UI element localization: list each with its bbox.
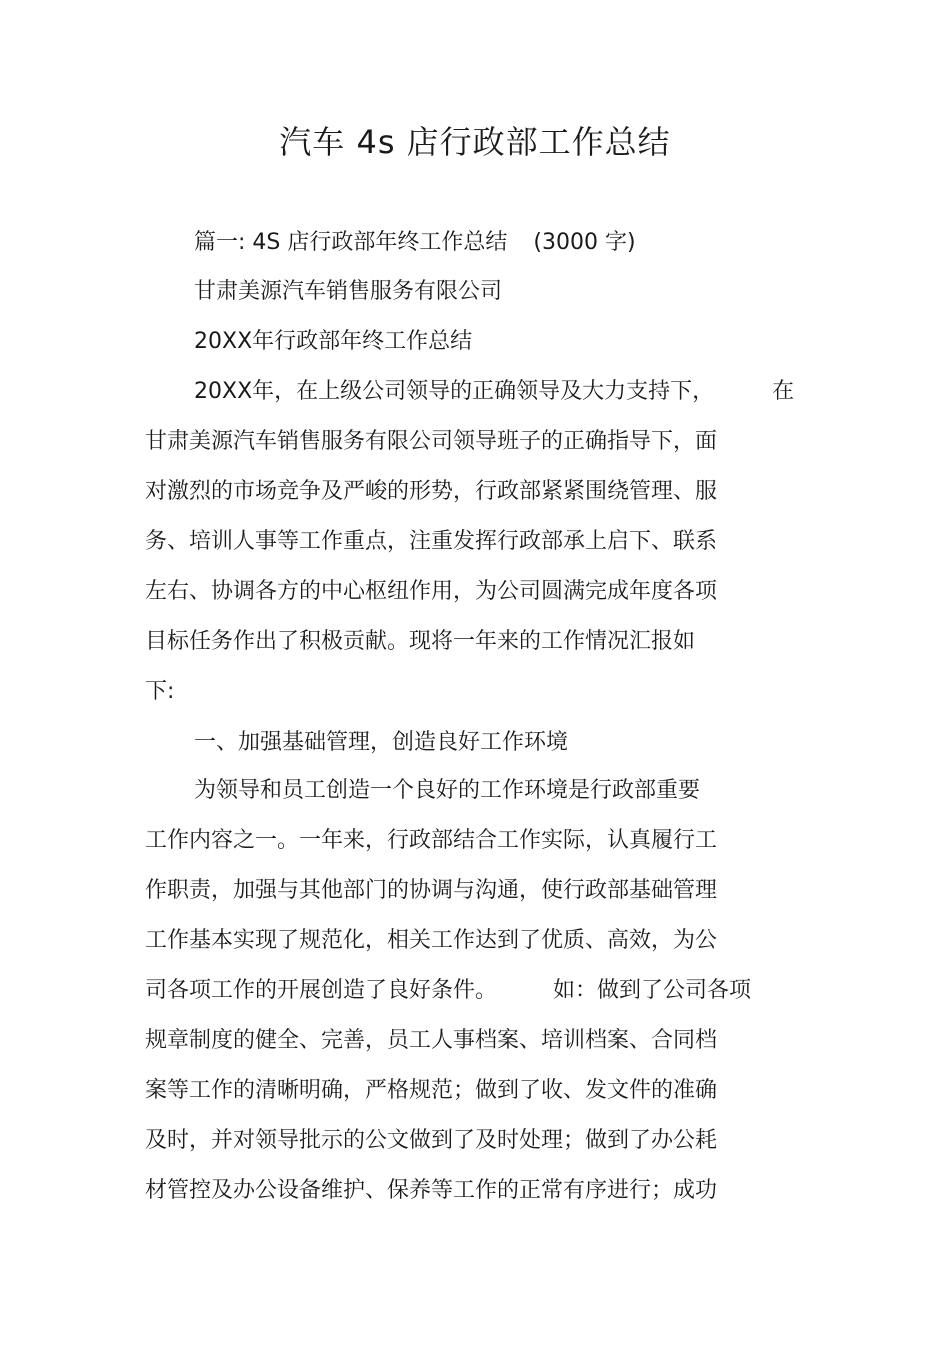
section-heading: 篇一: 4S 店行政部年终工作总结 (194, 230, 508, 255)
section-1-line-9: 材管控及办公设备维护、保养等工作的正常有序进行；成功 (145, 1178, 718, 1203)
intro-line-2: 甘肃美源汽车销售服务有限公司领导班子的正确指导下，面 (145, 429, 718, 454)
section-1-line-2: 工作内容之一。一年来，行政部结合工作实际，认真履行工 (145, 828, 718, 853)
document-title: 汽车 4s 店行政部工作总结 (279, 123, 671, 161)
intro-line-1 (194, 377, 794, 407)
section-1-line-3: 作职责，加强与其他部门的协调与沟通，使行政部基础管理 (145, 878, 718, 903)
section-1-line-5-text: 司各项工作的开展创造了良好条件。 (145, 978, 498, 1003)
section-1-line-1: 为领导和员工创造一个良好的工作环境是行政部重要 (194, 778, 701, 803)
section-1-line-7: 案等工作的清晰明确，严格规范；做到了收、发文件的准确 (145, 1078, 718, 1103)
section-1-line-5-tail: 如：做到了公司各项 (553, 978, 752, 1003)
section-heading-line (194, 228, 636, 258)
section-word-count: (3000 字) (533, 230, 636, 255)
section-1-line-8: 及时，并对领导批示的公文做到了及时处理；做到了办公耗 (145, 1128, 718, 1153)
intro-line-1-text: 20XX年，在上级公司领导的正确领导及大力支持下， (194, 379, 715, 404)
intro-line-7: 下: (145, 679, 175, 704)
section-1-heading: 一、加强基础管理，创造良好工作环境 (194, 730, 569, 755)
company-name: 甘肃美源汽车销售服务有限公司 (194, 279, 503, 304)
intro-line-1-tail: 在 (772, 379, 795, 404)
intro-line-4: 务、培训人事等工作重点，注重发挥行政部承上启下、联系 (145, 529, 718, 554)
section-1-line-4: 工作基本实现了规范化，相关工作达到了优质、高效，为公 (145, 928, 718, 953)
intro-line-6: 目标任务作出了积极贡献。现将一年来的工作情况汇报如 (145, 629, 696, 654)
intro-line-5: 左右、协调各方的中心枢纽作用，为公司圆满完成年度各项 (145, 579, 718, 604)
intro-line-3: 对激烈的市场竞争及严峻的形势，行政部紧紧围绕管理、服 (145, 479, 718, 504)
section-1-line-6: 规章制度的健全、完善，员工人事档案、培训档案、合同档 (145, 1028, 718, 1053)
report-title: 20XX年行政部年终工作总结 (194, 329, 473, 354)
section-1-line-5 (145, 976, 751, 1006)
